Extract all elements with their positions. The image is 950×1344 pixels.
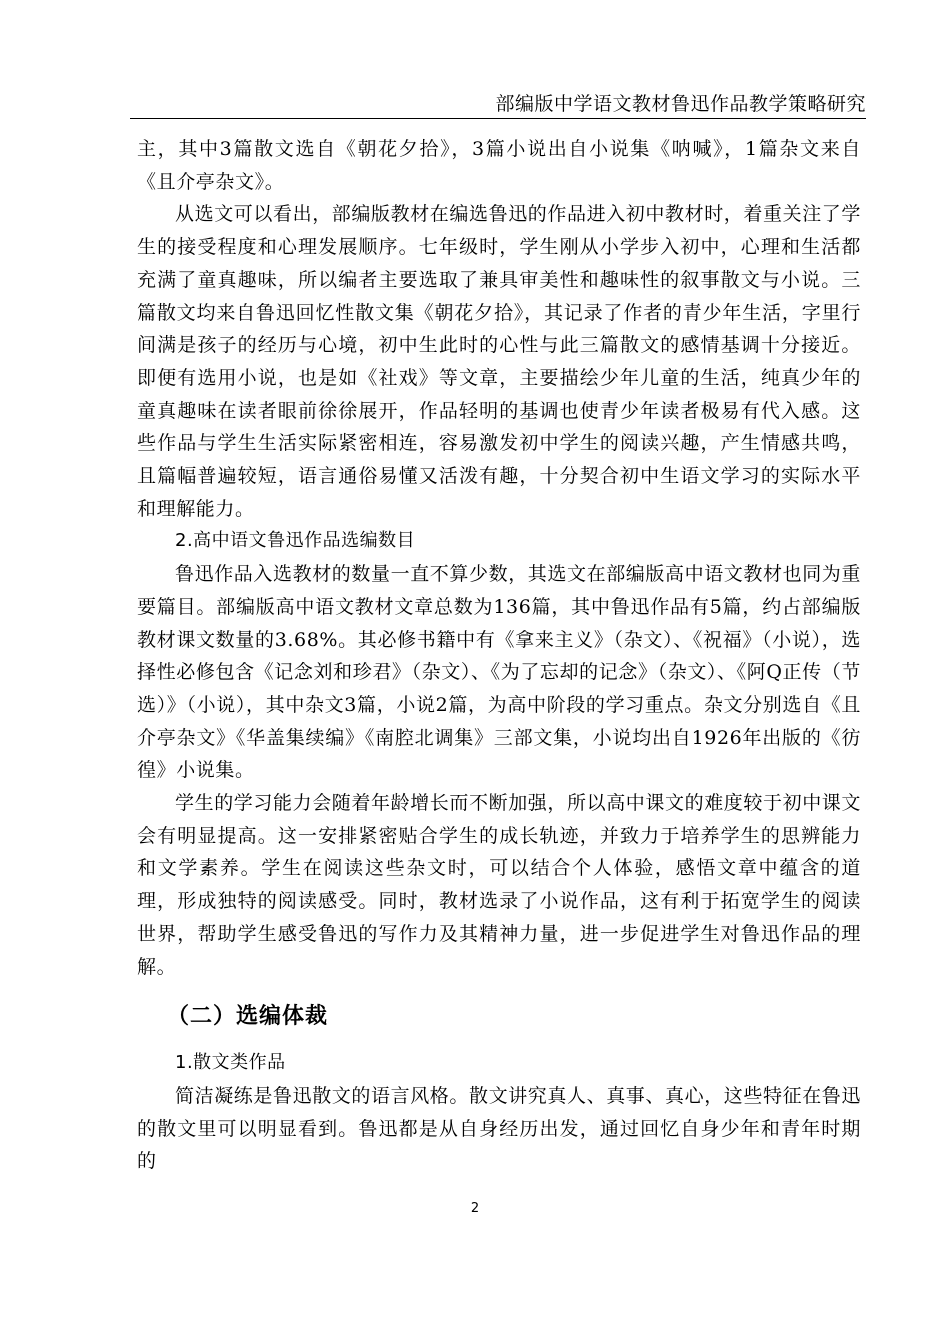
paragraph-prose-style: 简洁凝练是鲁迅散文的语言风格。散文讲究真人、真事、真心，这些特征在鲁迅的散文里可以明显看到。鲁迅都是从自身经历出发，通过回忆自身少年和青年时期的 [137,1084,862,1173]
paragraph-junior-selection-analysis: 从选文可以看出，部编版教材在编选鲁迅的作品进入初中教材时，着重关注了学生的接受程度和心理发展顺序。七年级时，学生刚从小学步入初中，心理和生活都充满了童真趣味，所以编者主要选取了兼具审美性和趣味性的叙事散文与小说。三篇散文均来自鲁迅回忆性散文集《朝花夕拾》，其记录了作者的青少年生活，字里行间满是孩子的经历与心境，初中生此时的心性与此三篇散文的感情基调十分接近。即便有选用小说，也是如《社戏》等文章，主要描绘少年儿童的生活，纯真少年的童真趣味在读者眼前徐徐展开，作品轻明的基调也使青少年读者极易有代入感。这些作品与学生生活实际紧密相连，容易激发初中学生的阅读兴趣，产生情感共鸣，且篇幅普遍较短，语言通俗易懂又活泼有趣，十分契合初中生语文学习的实际水平和理解能力。 [137,203,862,520]
page-body [137,133,861,1178]
section-heading-genre: （二）选编体裁 [167,1004,329,1030]
running-header: 部编版中学语文教材鲁迅作品教学策略研究 [495,93,866,115]
paragraph-senior-selection-analysis: 学生的学习能力会随着年龄增长而不断加强，所以高中课文的难度较于初中课文会有明显提高。这一安排紧密贴合学生的成长轨迹，并致力于培养学生的思辨能力和文学素养。学生在阅读这些杂文时，可以结合个人体验，感悟文章中蕴含的道理，形成独特的阅读感受。同时，教材选录了小说作品，这有利于拓宽学生的阅读世界，帮助学生感受鲁迅的写作力及其精神力量，进一步促进学生对鲁迅作品的理解。 [137,792,862,978]
paragraph-senior-selection-count: 鲁迅作品入选教材的数量一直不算少数，其选文在部编版高中语文教材也同为重要篇目。部编版高中语文教材文章总数为136篇，其中鲁迅作品有5篇，约占部编版教材课文数量的3.68%。其必修书籍中有《拿来主义》（杂文）、《祝福》（小说），选择性必修包含《记念刘和珍君》（杂文）、《为了忘却的记念》（杂文）、《阿Q正传（节选）》（小说），其中杂文3篇，小说2篇，为高中阶段的学习重点。杂文分别选自《且介亭杂文》《华盖集续编》《南腔北调集》三部文集，小说均出自1926年出版的《彷徨》小说集。 [137,563,862,782]
page-number: 2 [470,1201,480,1216]
subheading-senior-selection-count: 2.高中语文鲁迅作品选编数目 [175,530,416,552]
paragraph-continuation: 主，其中3篇散文选自《朝花夕拾》，3篇小说出自小说集《呐喊》，1篇杂文来自《且介亭杂文》。 [137,138,861,193]
subheading-prose-works: 1.散文类作品 [175,1052,286,1074]
header-rule [130,118,866,119]
